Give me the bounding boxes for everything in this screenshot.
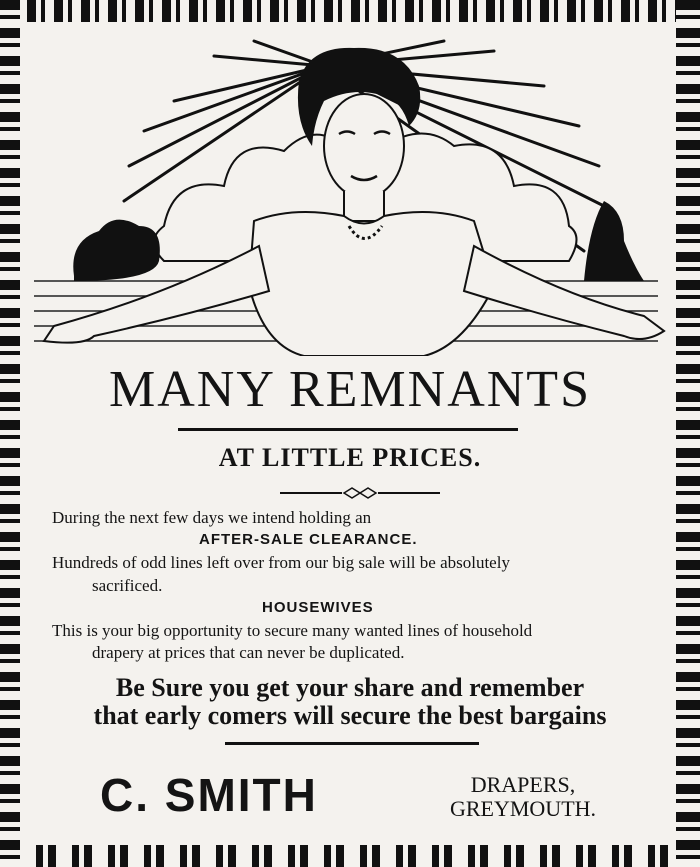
business-type: DRAPERS, [470,772,576,797]
call-to-action-line-1: Be Sure you get your share and remember [115,673,585,702]
body-line-2: Hundreds of odd lines left over from our big sale will be absolutely [52,553,510,572]
business-location: GREYMOUTH. [449,796,597,821]
tree-right [584,201,644,281]
housewives-heading: HOUSEWIVES [262,599,374,616]
border-left [0,0,20,867]
business-info [428,773,618,821]
footer-rule [225,742,479,745]
border-bottom [0,845,700,867]
ornament-divider [280,487,440,499]
headline-rule [178,428,518,431]
body-line-1: During the next few days we intend holding an [52,508,372,527]
call-to-action-line-2: that early comers will secure the best bargains [93,701,607,730]
body-line-4: This is your big opportunity to secure many wanted lines of household [52,621,533,640]
headline: MANY REMNANTS [109,361,591,418]
body-line-5: drapery at prices that can never be duplicated. [92,643,405,662]
tree-left [73,220,160,281]
subheadline: AT LITTLE PRICES. [218,443,482,472]
face [324,94,404,198]
body-line-3: sacrificed. [92,576,163,595]
brand-name: C. SMITH [100,769,318,821]
clearance-heading: AFTER-SALE CLEARANCE. [199,531,418,548]
border-right [676,0,700,867]
border-top [0,0,700,22]
gown [249,212,494,356]
woman-sunrise-illustration [24,26,668,356]
